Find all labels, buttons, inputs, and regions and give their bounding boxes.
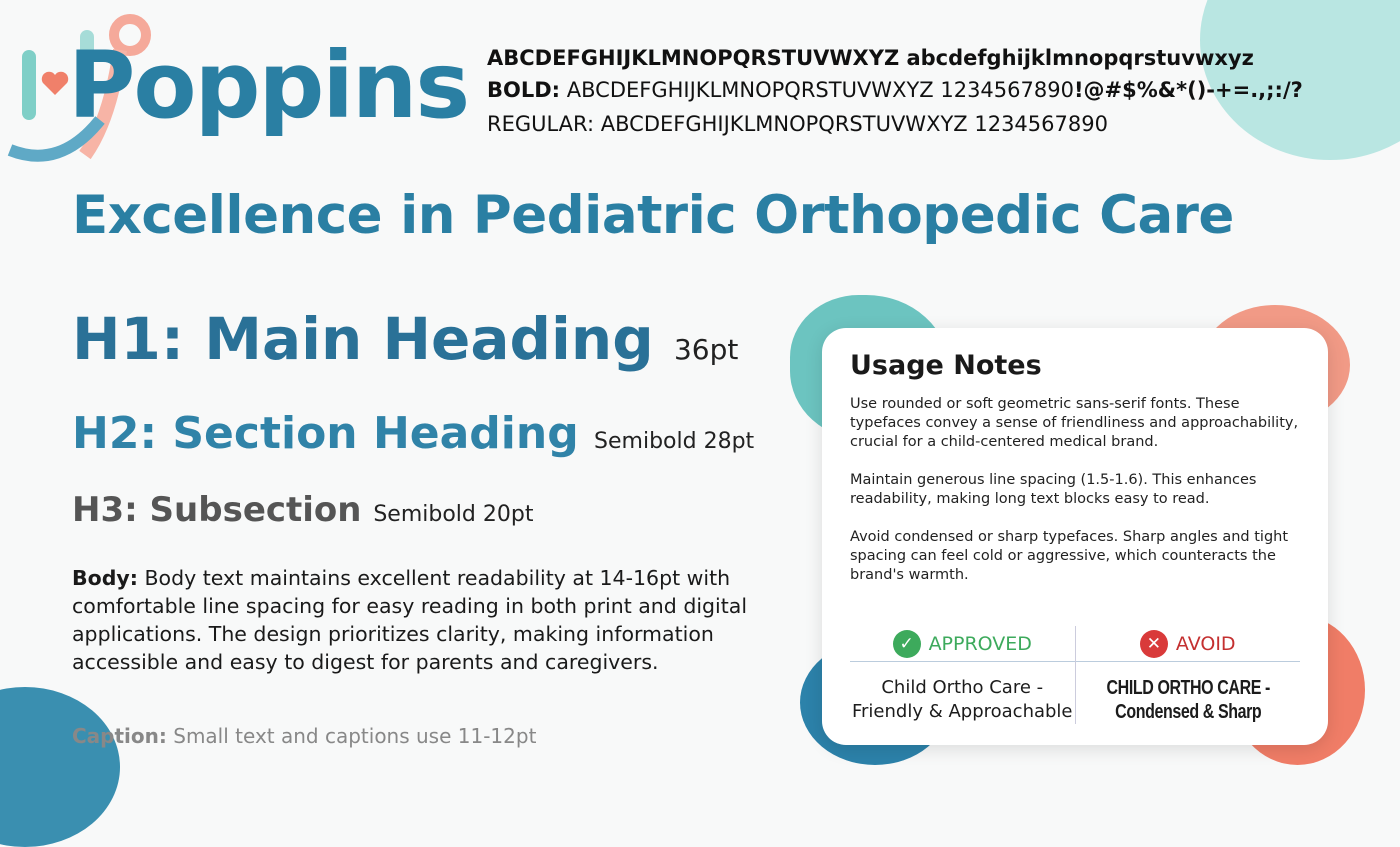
- comparison: [850, 626, 1300, 724]
- h2-sample: [72, 408, 754, 459]
- h1-text: H1: Main Heading: [72, 305, 654, 373]
- specimen-bold: [487, 78, 1303, 102]
- page-title: Excellence in Pediatric Orthopedic Care: [72, 185, 1234, 246]
- specimen-regular: [487, 112, 1108, 136]
- usage-note: Maintain generous line spacing (1.5-1.6). This enhances readability, making long text blocks easy to read.: [850, 472, 1257, 507]
- avoid-label: AVOID: [1175, 632, 1236, 655]
- avoid-example: CHILD ORTHO CARE -: [1106, 677, 1270, 699]
- approved-example: Friendly & Approachable: [851, 701, 1073, 722]
- bold-symbols: !@#$%&*()-+=.,;:/?: [1073, 78, 1303, 102]
- blue-corner-blob: [0, 687, 120, 847]
- caption-label: Caption:: [72, 724, 167, 748]
- caption-sample: [72, 724, 536, 748]
- regular-label: REGULAR:: [487, 112, 595, 136]
- regular-text: ABCDEFGHIJKLMNOPQRSTUVWXYZ 1234567890: [600, 112, 1108, 136]
- bold-label: BOLD:: [487, 78, 561, 102]
- avoid-example: Condensed & Sharp: [1114, 701, 1261, 723]
- h3-text: H3: Subsection: [72, 490, 362, 530]
- specimen-alphabet: ABCDEFGHIJKLMNOPQRSTUVWXYZ abcdefghijklmnopqrstuvwxyz: [487, 46, 1254, 70]
- bold-text: ABCDEFGHIJKLMNOPQRSTUVWXYZ 1234567890: [566, 78, 1074, 102]
- h3-size: Semibold 20pt: [373, 502, 534, 527]
- avoid-column: [1075, 626, 1301, 724]
- approved-label: APPROVED: [928, 632, 1032, 655]
- check-icon: ✓: [893, 630, 921, 658]
- usage-notes-card: [822, 328, 1328, 745]
- usage-note: Use rounded or soft geometric sans-serif fonts. These typefaces convey a sense of friendliness and approachability, crucial for a child-centered medical brand.: [850, 396, 1299, 450]
- font-name-logo: Poppins: [68, 32, 469, 139]
- body-sample: [72, 564, 772, 676]
- h1-size: 36pt: [673, 333, 739, 366]
- h2-text: H2: Section Heading: [72, 408, 579, 459]
- body-label: Body:: [72, 566, 138, 590]
- h1-sample: [72, 305, 738, 373]
- x-icon: ✕: [1140, 630, 1168, 658]
- h3-sample: [72, 490, 533, 530]
- h2-size: Semibold 28pt: [594, 429, 755, 454]
- usage-note: Avoid condensed or sharp typefaces. Sharp angles and tight spacing can feel cold or aggressive, which counteracts the brand's warmth.: [850, 529, 1289, 583]
- body-text: Body text maintains excellent readability at 14-16pt with comfortable line spacing for easy reading in both print and digital applications. The design prioritizes clarity, making information accessible and easy to digest for parents and caregivers.: [72, 566, 748, 674]
- usage-notes-title: Usage Notes: [850, 350, 1042, 381]
- caption-text: Small text and captions use 11-12pt: [173, 724, 537, 748]
- approved-column: [850, 626, 1075, 724]
- approved-example: Child Ortho Care -: [881, 677, 1044, 698]
